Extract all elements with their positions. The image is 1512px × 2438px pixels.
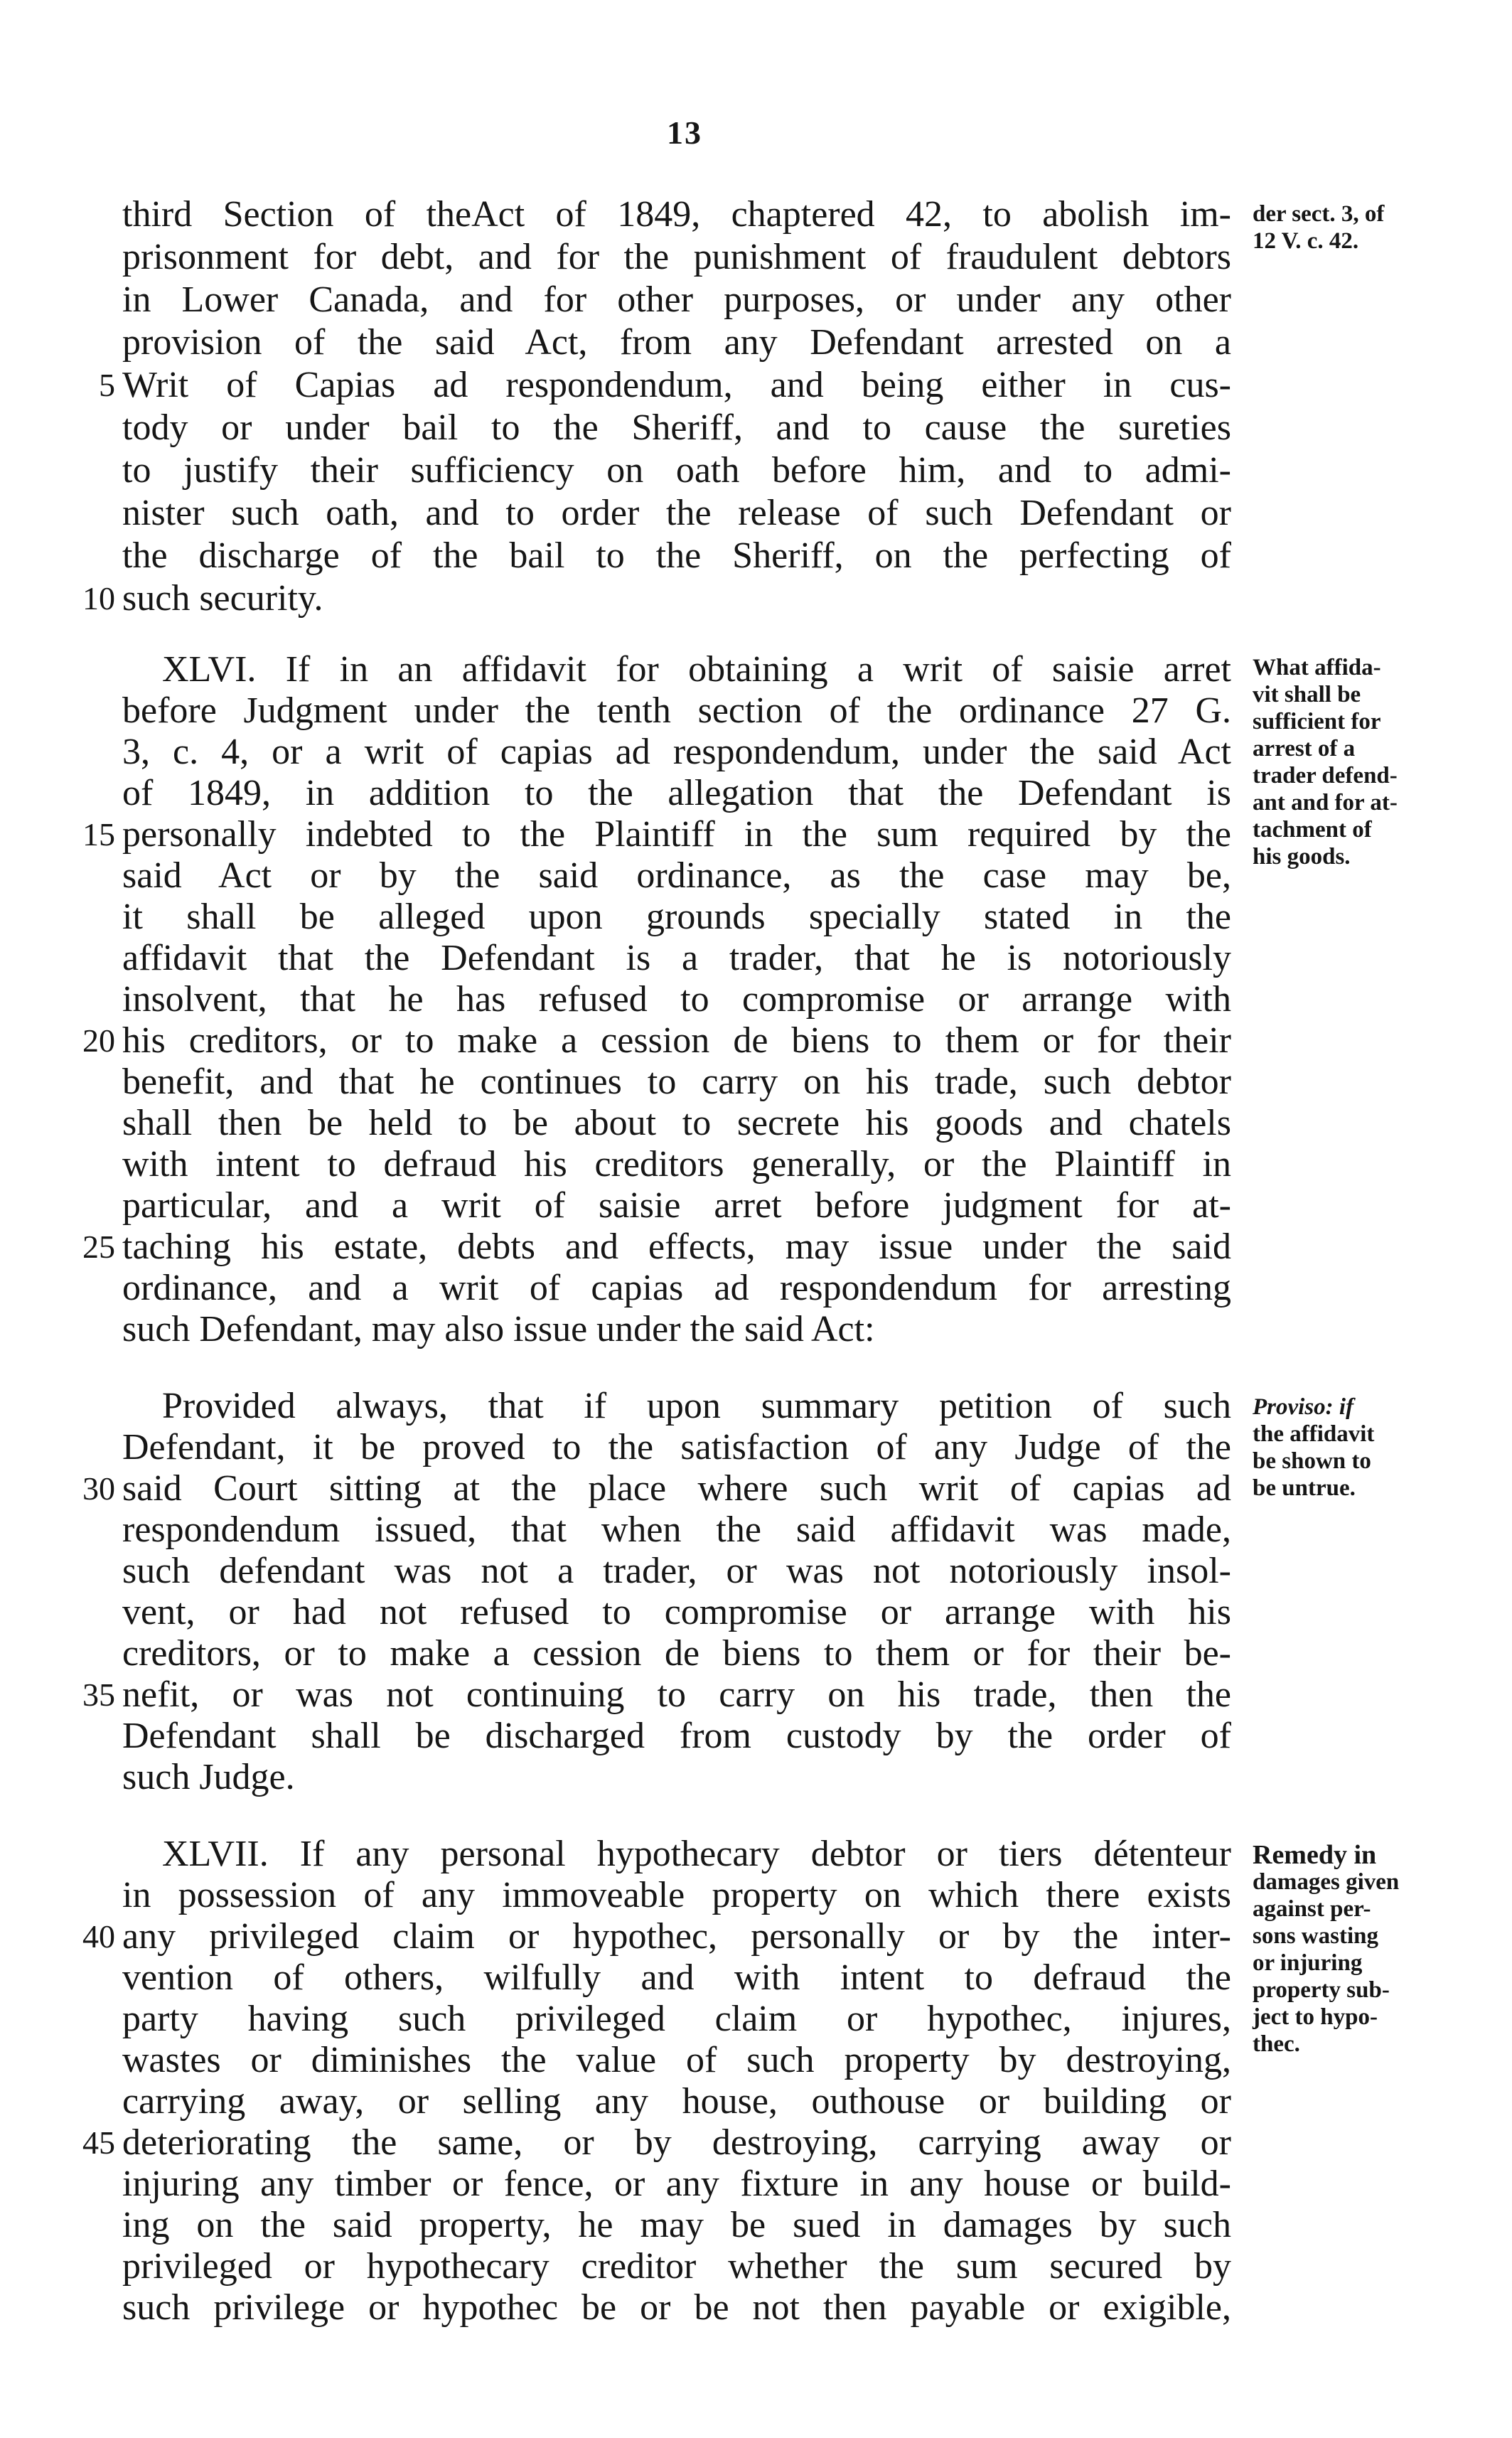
margin-note-line: his goods.: [1253, 844, 1351, 870]
margin-note-line: against per-: [1253, 1896, 1371, 1922]
text-line: shall then be held to be about to secrete his goods and chatels: [122, 1103, 1231, 1143]
line-number: 10: [82, 580, 115, 616]
text-line: to justify their sufficiency on oath before him, and to admi-: [122, 450, 1231, 491]
text-line: nister such oath, and to order the release of such Defendant or: [122, 493, 1231, 533]
text-line: personally indebted to the Plaintiff in the sum required by the: [122, 814, 1231, 855]
margin-note-line: or injuring: [1253, 1950, 1363, 1976]
line-number: 5: [99, 367, 115, 403]
margin-note-remedy-damages: [1253, 1841, 1494, 2058]
text-line: insolvent, that he has refused to compromise or arrange with: [122, 979, 1231, 1020]
text-line: Defendant, it be proved to the satisfaction of any Judge of the: [122, 1427, 1231, 1467]
text-line: benefit, and that he continues to carry on his trade, such debtor: [122, 1062, 1231, 1102]
margin-note-affidavit-sufficiency: [1253, 654, 1494, 870]
margin-note-line: property sub-: [1253, 1977, 1390, 2003]
text-line: before Judgment under the tenth section of the ordinance 27 G.: [122, 690, 1231, 731]
margin-note-line: vit shall be: [1253, 682, 1361, 707]
text-line: in Lower Canada, and for other purposes, or under any other: [122, 279, 1231, 320]
text-line: such Defendant, may also issue under the said Act:: [122, 1309, 875, 1349]
text-line: 3, c. 4, or a writ of capias ad respondendum, under the said Act: [122, 732, 1231, 772]
text-line: with intent to defraud his creditors generally, or the Plaintiff in: [122, 1144, 1231, 1185]
text-line: prisonment for debt, and for the punishment of fraudulent debtors: [122, 237, 1231, 277]
margin-note-line: 12 V. c. 42.: [1253, 228, 1359, 254]
text-line: the discharge of the bail to the Sheriff, on the perfecting of: [122, 535, 1231, 576]
text-line: in possession of any immoveable property on which there exists: [122, 1875, 1231, 1915]
text-line: XLVI. If in an affidavit for obtaining a writ of saisie arret: [162, 649, 1231, 690]
text-line: any privileged claim or hypothec, personally or by the inter-: [122, 1916, 1231, 1957]
line-number: 25: [82, 1229, 115, 1265]
text-line: such privilege or hypothec be or be not then payable or exigible,: [122, 2287, 1231, 2328]
text-line: it shall be alleged upon grounds specially stated in the: [122, 897, 1231, 937]
margin-note-line: thec.: [1253, 2031, 1300, 2057]
margin-note-line: ject to hypo-: [1253, 2004, 1378, 2030]
text-line: XLVII. If any personal hypothecary debtor or tiers détenteur: [162, 1834, 1231, 1874]
margin-note-proviso: [1253, 1394, 1494, 1502]
margin-note-line: trader defend-: [1253, 763, 1398, 788]
line-number: 45: [82, 2124, 115, 2161]
margin-note-line: Remedy in: [1253, 1840, 1377, 1870]
margin-note-statute-reference: [1253, 201, 1494, 255]
line-number: 30: [82, 1470, 115, 1507]
text-line: tody or under bail to the Sheriff, and to cause the sureties: [122, 407, 1231, 448]
text-line: creditors, or to make a cession de biens to them or for their be-: [122, 1633, 1231, 1674]
margin-note-line: sufficient for: [1253, 709, 1381, 734]
text-line: wastes or diminishes the value of such property by destroying,: [122, 2040, 1231, 2080]
line-number: 35: [82, 1677, 115, 1713]
line-number: 15: [82, 816, 115, 852]
line-number: 20: [82, 1022, 115, 1059]
text-line: vent, or had not refused to compromise or arrange with his: [122, 1592, 1231, 1632]
text-line: provision of the said Act, from any Defendant arrested on a: [122, 322, 1231, 363]
text-line: ing on the said property, he may be sued in damages by such: [122, 2205, 1231, 2245]
margin-note-line: be untrue.: [1253, 1475, 1356, 1501]
text-line: Defendant shall be discharged from custody by the order of: [122, 1716, 1231, 1756]
text-line: of 1849, in addition to the allegation that the Defendant is: [122, 773, 1231, 813]
text-line: Writ of Capias ad respondendum, and being either in cus-: [122, 365, 1231, 405]
text-line: vention of others, wilfully and with intent to defraud the: [122, 1957, 1231, 1998]
text-line: particular, and a writ of saisie arret before judgment for at-: [122, 1185, 1231, 1226]
text-line: party having such privileged claim or hypothec, injures,: [122, 1999, 1231, 2039]
text-line: such defendant was not a trader, or was not notoriously insol-: [122, 1551, 1231, 1591]
text-line: ordinance, and a writ of capias ad respondendum for arresting: [122, 1268, 1231, 1308]
page-number: 13: [667, 114, 702, 151]
text-line: nefit, or was not continuing to carry on his trade, then the: [122, 1674, 1231, 1715]
margin-note-line: tachment of: [1253, 817, 1372, 843]
text-line: privileged or hypothecary creditor whether the sum secured by: [122, 2246, 1231, 2287]
text-line: deteriorating the same, or by destroying, carrying away or: [122, 2122, 1231, 2163]
text-line: carrying away, or selling any house, outhouse or building or: [122, 2081, 1231, 2122]
text-line: said Court sitting at the place where such writ of capias ad: [122, 1468, 1231, 1509]
text-line: respondendum issued, that when the said affidavit was made,: [122, 1509, 1231, 1550]
line-number: 40: [82, 1918, 115, 1955]
margin-note-line: What affida-: [1253, 655, 1381, 680]
text-line: taching his estate, debts and effects, may issue under the said: [122, 1226, 1231, 1267]
margin-note-line: damages given: [1253, 1869, 1400, 1895]
margin-note-line: ant and for at-: [1253, 790, 1398, 816]
text-line: Provided always, that if upon summary petition of such: [162, 1386, 1231, 1426]
text-line: third Section of theAct of 1849, chaptered 42, to abolish im-: [122, 194, 1231, 235]
margin-note-line: der sect. 3, of: [1253, 201, 1385, 227]
text-line: affidavit that the Defendant is a trader, that he is notoriously: [122, 938, 1231, 978]
margin-note-line: sons wasting: [1253, 1923, 1378, 1949]
text-line: his creditors, or to make a cession de biens to them or for their: [122, 1020, 1231, 1061]
margin-note-line: arrest of a: [1253, 736, 1356, 761]
text-line: said Act or by the said ordinance, as the case may be,: [122, 855, 1231, 896]
margin-note-line: Proviso: if: [1253, 1394, 1354, 1420]
text-line: such security.: [122, 578, 323, 619]
margin-note-line: be shown to: [1253, 1448, 1371, 1474]
text-line: injuring any timber or fence, or any fixture in any house or build-: [122, 2164, 1231, 2204]
margin-note-line: the affidavit: [1253, 1421, 1375, 1447]
text-line: such Judge.: [122, 1757, 295, 1797]
